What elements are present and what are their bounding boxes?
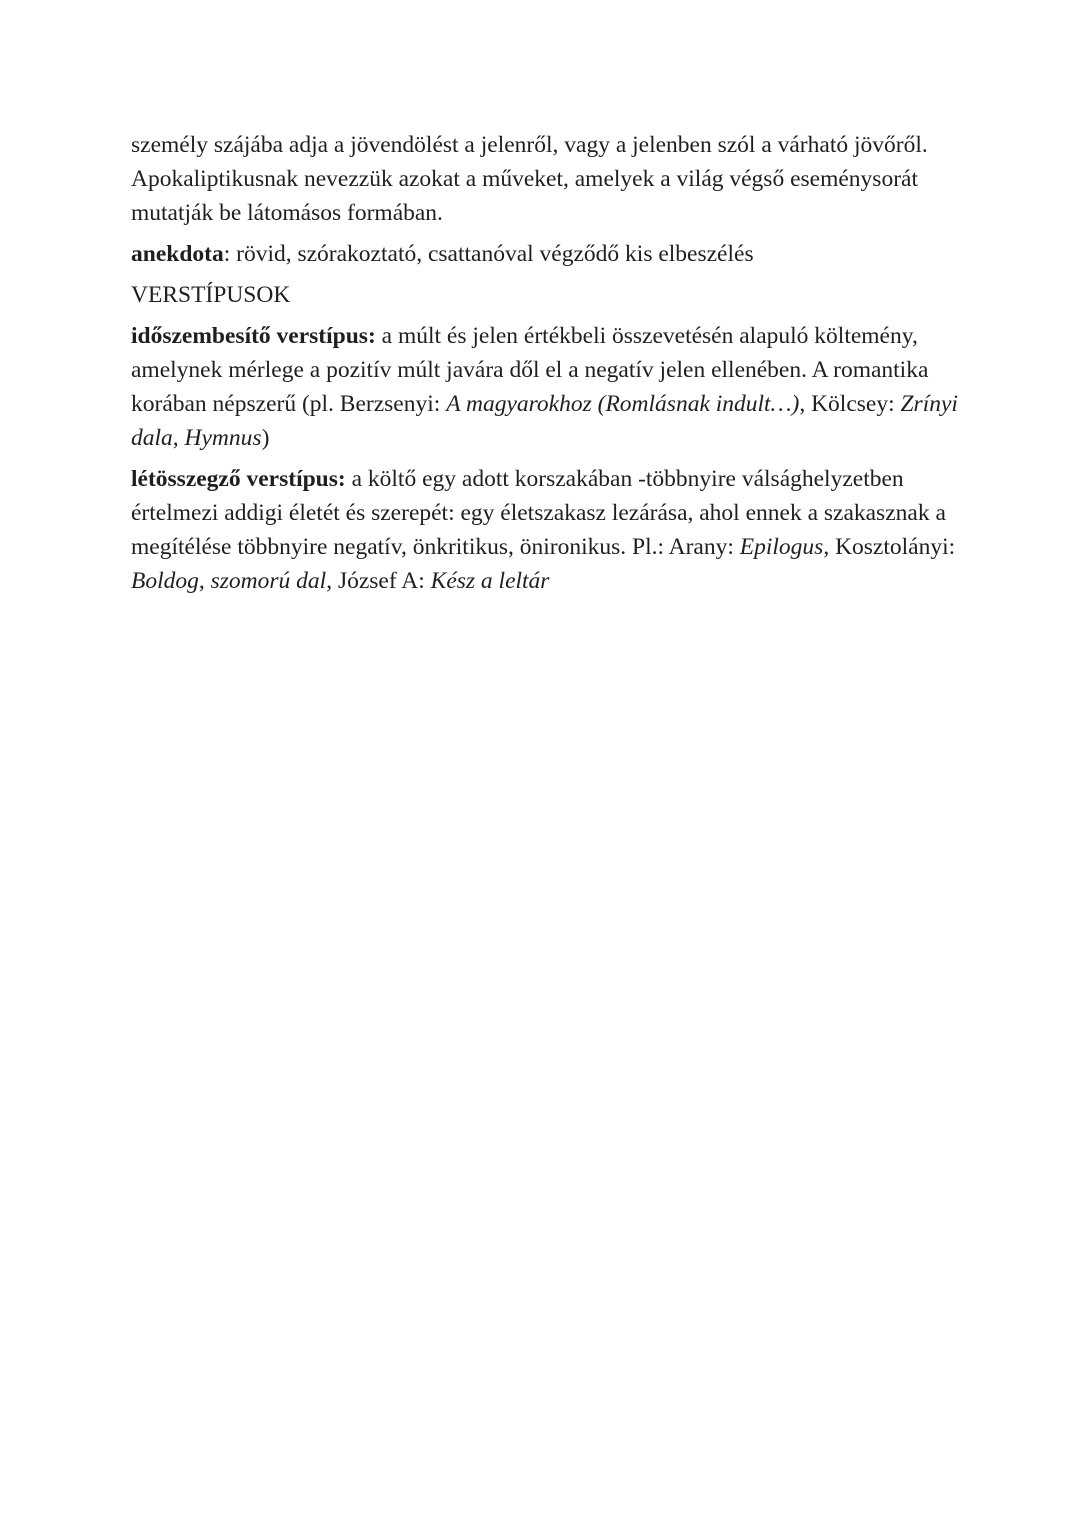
work-title: Boldog, szomorú dal (131, 568, 327, 594)
separator-text: , Kosztolányi: (823, 534, 956, 560)
work-title: Epilogus (739, 534, 824, 560)
section-heading-verstipusok (131, 278, 961, 312)
work-title: Hymnus (184, 425, 262, 451)
separator-text: , József A: (326, 568, 431, 594)
document-body (131, 128, 961, 605)
work-title: Zrínyi dala (131, 391, 958, 451)
separator-text: , Kölcsey: (799, 391, 901, 417)
paragraph-idoszembesito (131, 319, 961, 455)
work-title: Kész a leltár (430, 568, 550, 594)
section-heading: VERSTÍPUSOK (131, 282, 291, 308)
paragraph-anekdota (131, 237, 961, 271)
closing-text: ) (261, 425, 270, 451)
definition-anekdota: : rövid, szórakoztató, csattanóval végződő kis elbeszélés (223, 241, 754, 267)
term-anekdota: anekdota (131, 241, 224, 267)
paragraph-apocalyptic (131, 128, 961, 230)
definition-idoszembesito: a múlt és jelen értékbeli összevetésén alapuló költemény, amelynek mérlege a pozitív múlt javára dől el a negatív jelen ellenében. A romantika korában népszerű (pl. Berzsenyi: (131, 323, 929, 417)
paragraph-text: személy szájába adja a jövendölést a jelenről, vagy a jelenben szól a várható jövőről. Apokaliptikusnak nevezzük azokat a műveket, amelyek a világ végső eseménysorát mutatják be látomásos formában. (131, 132, 928, 226)
term-letosszegzo: létösszegző verstípus: (131, 466, 346, 492)
definition-letosszegzo: a költő egy adott korszakában -többnyire válsághelyzetben értelmezi addigi életét és szerepét: egy életszakasz lezárása, ahol ennek a szakasznak a megítélése többnyire negatív, önkritikus, önironikus. Pl.: Arany: (131, 466, 946, 560)
work-title: A magyarokhoz (Romlásnak indult…) (446, 391, 800, 417)
paragraph-letosszegzo (131, 462, 961, 598)
separator-text: , (172, 425, 185, 451)
term-idoszembesito: időszembesítő verstípus: (131, 323, 376, 349)
